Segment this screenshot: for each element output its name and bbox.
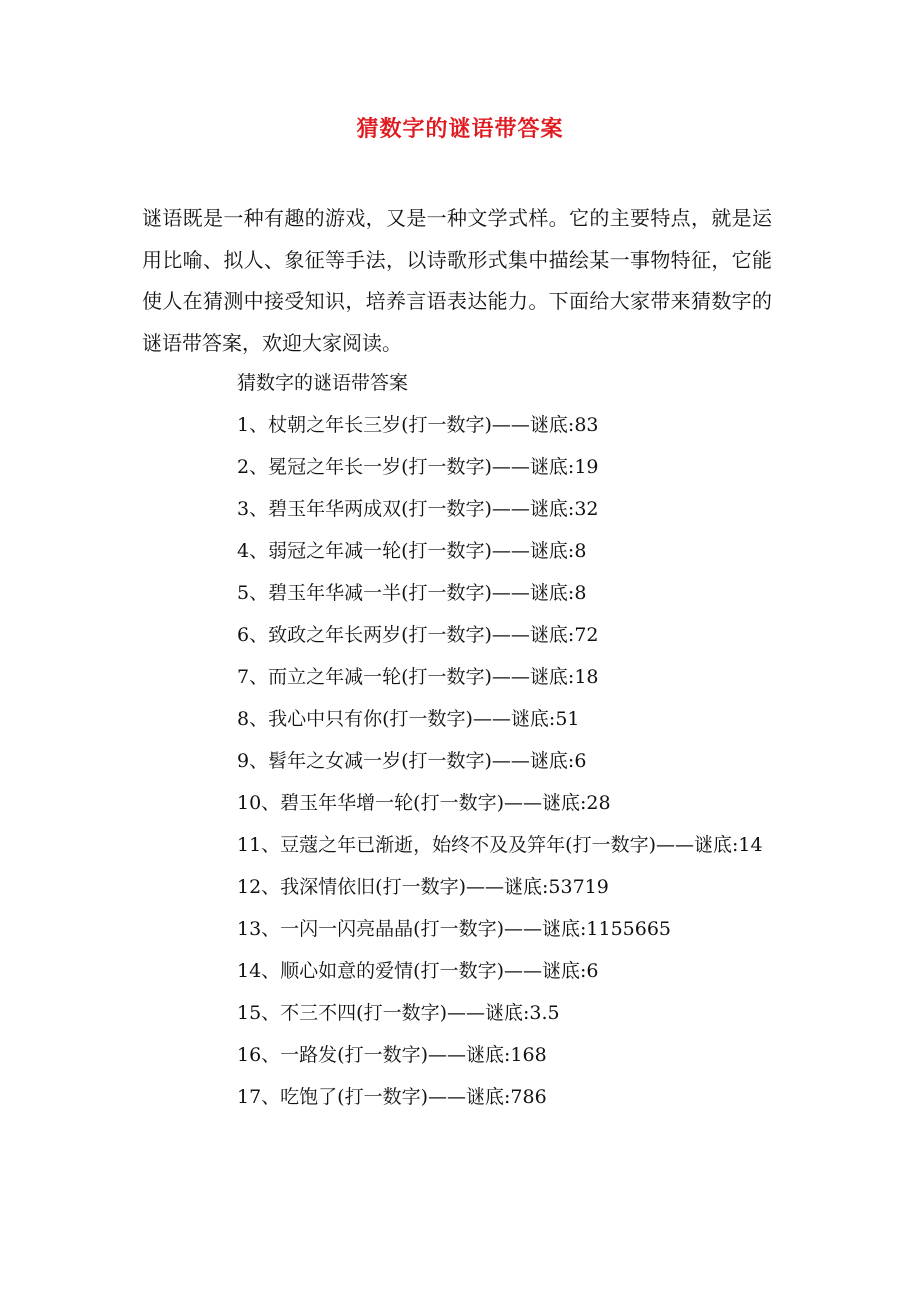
riddle-item: 10、碧玉年华增一轮(打一数字)——谜底:28 — [237, 792, 611, 814]
riddle-item: 16、一路发(打一数字)——谜底:168 — [237, 1044, 547, 1066]
riddle-item: 15、不三不四(打一数字)——谜底:3.5 — [237, 1002, 560, 1024]
riddle-item: 2、冕冠之年长一岁(打一数字)——谜底:19 — [237, 456, 599, 478]
riddle-item: 12、我深情依旧(打一数字)——谜底:53719 — [237, 876, 609, 898]
riddle-item: 17、吃饱了(打一数字)——谜底:786 — [237, 1086, 547, 1108]
intro-paragraph: 谜语既是一种有趣的游戏，又是一种文学式样。它的主要特点，就是运用比喻、拟人、象征等手法，以诗歌形式集中描绘某一事物特征，它能使人在猜测中接受知识，培养言语表达能力。下面给大家带来猜数字的谜语带答案，欢迎大家阅读。 — [142, 206, 772, 355]
riddle-item: 9、髫年之女减一岁(打一数字)——谜底:6 — [237, 750, 587, 772]
riddle-item: 4、弱冠之年减一轮(打一数字)——谜底:8 — [237, 540, 587, 562]
riddle-item: 6、致政之年长两岁(打一数字)——谜底:72 — [237, 624, 599, 646]
list-subtitle: 猜数字的谜语带答案 — [237, 372, 409, 394]
riddle-item: 5、碧玉年华减一半(打一数字)——谜底:8 — [237, 582, 587, 604]
riddle-item: 3、碧玉年华两成双(打一数字)——谜底:32 — [237, 498, 599, 520]
riddle-item: 1、杖朝之年长三岁(打一数字)——谜底:83 — [237, 414, 599, 436]
riddle-list — [142, 362, 772, 1118]
riddle-item: 8、我心中只有你(打一数字)——谜底:51 — [237, 708, 580, 730]
riddle-item: 14、顺心如意的爱情(打一数字)——谜底:6 — [237, 960, 599, 982]
riddle-item: 11、豆蔻之年已渐逝，始终不及及笄年(打一数字)——谜底:14 — [237, 834, 763, 856]
riddle-item: 7、而立之年减一轮(打一数字)——谜底:18 — [237, 666, 599, 688]
riddle-item: 13、一闪一闪亮晶晶(打一数字)——谜底:1155665 — [237, 918, 672, 940]
document-title: 猜数字的谜语带答案 — [356, 116, 564, 142]
